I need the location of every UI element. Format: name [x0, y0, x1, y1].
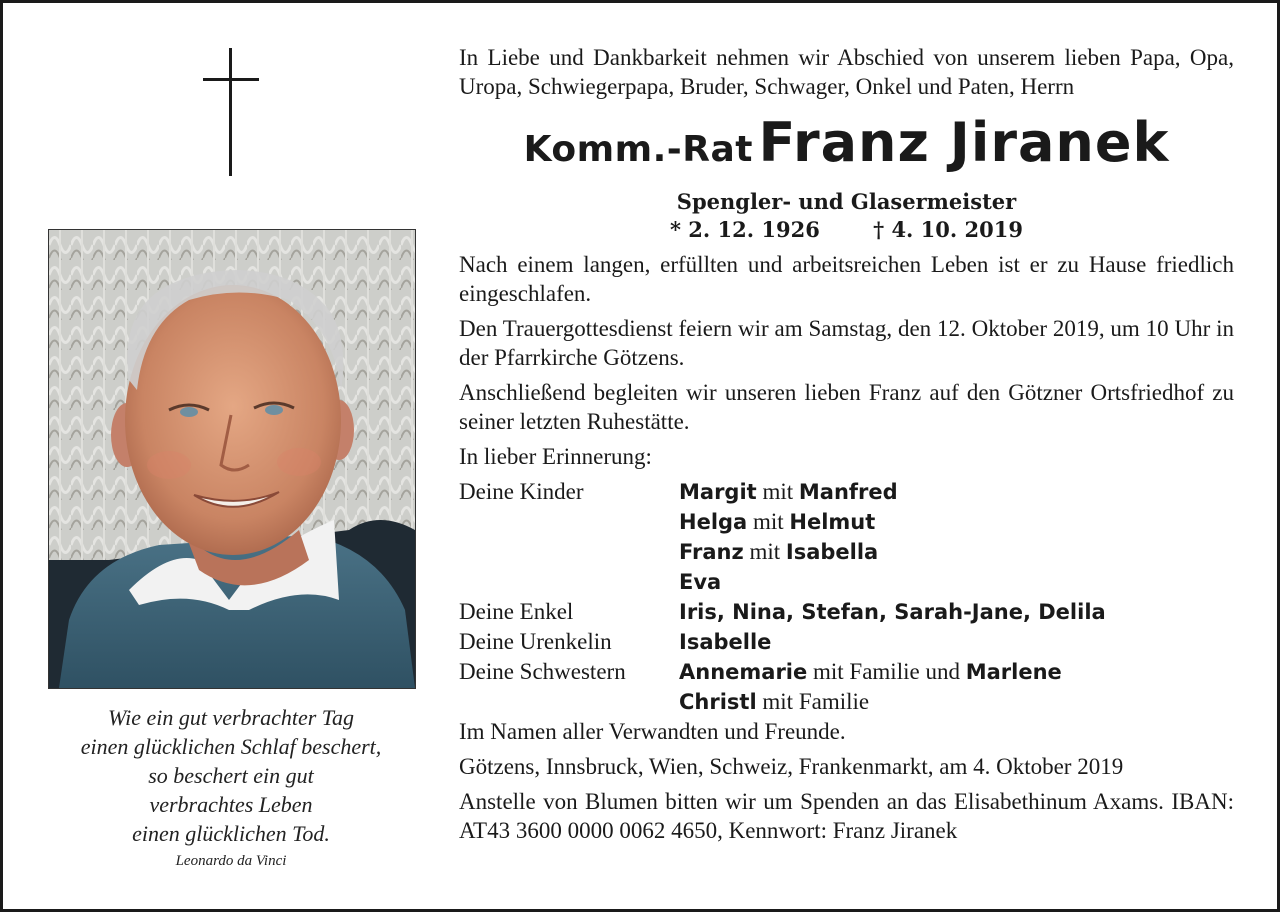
- paragraph: Anschließend begleiten wir unseren lieben Franz auf den Götzner Ortsfriedhof zu seiner letzten Ruhestätte.: [459, 380, 1234, 434]
- cross-icon: [203, 48, 259, 176]
- deceased-title: Komm.-Rat: [523, 129, 753, 170]
- quote-line: einen glücklichen Schlaf beschert,: [80, 734, 382, 759]
- quote-line: verbrachtes Leben: [149, 792, 313, 817]
- list-item: Franz mit Isabella: [679, 539, 879, 564]
- in-memory-label: In lieber Erinnerung:: [459, 444, 652, 469]
- list-item: Helga mit Helmut: [679, 509, 876, 534]
- obituary-text: [459, 43, 1234, 845]
- portrait-photo: [48, 229, 416, 689]
- family-kinder: [679, 477, 1234, 597]
- place-date: Götzens, Innsbruck, Wien, Schweiz, Frankenmarkt, am 4. Oktober 2019: [459, 754, 1124, 779]
- list-item: Margit mit Manfred: [679, 479, 898, 504]
- family-urenkel: Isabelle: [679, 630, 772, 654]
- family-list: [459, 477, 1234, 717]
- quote-line: Wie ein gut verbrachter Tag: [107, 705, 355, 730]
- family-label-enkel: Deine Enkel: [459, 599, 574, 624]
- birth-date: * 2. 12. 1926: [670, 217, 820, 242]
- family-schwestern: [679, 657, 1234, 717]
- family-label-urenkel: Deine Urenkelin: [459, 629, 612, 654]
- family-label-schwestern: Deine Schwestern: [459, 659, 626, 684]
- deceased-name: Franz Jiranek: [758, 111, 1170, 174]
- list-item: Christl mit Familie: [679, 689, 870, 714]
- life-dates: [459, 216, 1234, 244]
- deceased-name-line: [459, 111, 1234, 188]
- quote: [33, 703, 429, 848]
- list-item: Eva: [679, 570, 722, 594]
- donation-text: Anstelle von Blumen bitten wir um Spenden an das Elisabethinum Axams. IBAN: AT43 3600 0000 0062 4650, Kennwort: Franz Jiranek: [459, 789, 1234, 843]
- family-enkel: Iris, Nina, Stefan, Sarah-Jane, Delila: [679, 600, 1106, 624]
- list-item: Annemarie mit Familie und Marlene: [679, 659, 1062, 684]
- quote-line: einen glücklichen Tod.: [132, 821, 330, 846]
- paragraph: Nach einem langen, erfüllten und arbeitsreichen Leben ist er zu Hause friedlich eingeschlafen.: [459, 252, 1234, 306]
- deceased-profession: Spengler- und Glasermeister: [676, 189, 1017, 214]
- death-date: † 4. 10. 2019: [873, 217, 1023, 242]
- intro-text: In Liebe und Dankbarkeit nehmen wir Abschied von unserem lieben Papa, Opa, Uropa, Schwiegerpapa, Bruder, Schwager, Onkel und Paten, Herrn: [459, 45, 1234, 99]
- family-label-kinder: Deine Kinder: [459, 479, 584, 504]
- quote-author: Leonardo da Vinci: [175, 853, 287, 869]
- quote-line: so beschert ein gut: [148, 763, 314, 788]
- closing-text: Im Namen aller Verwandten und Freunde.: [459, 719, 846, 744]
- paragraph: Den Trauergottesdienst feiern wir am Samstag, den 12. Oktober 2019, um 10 Uhr in der Pfarrkirche Götzens.: [459, 316, 1234, 370]
